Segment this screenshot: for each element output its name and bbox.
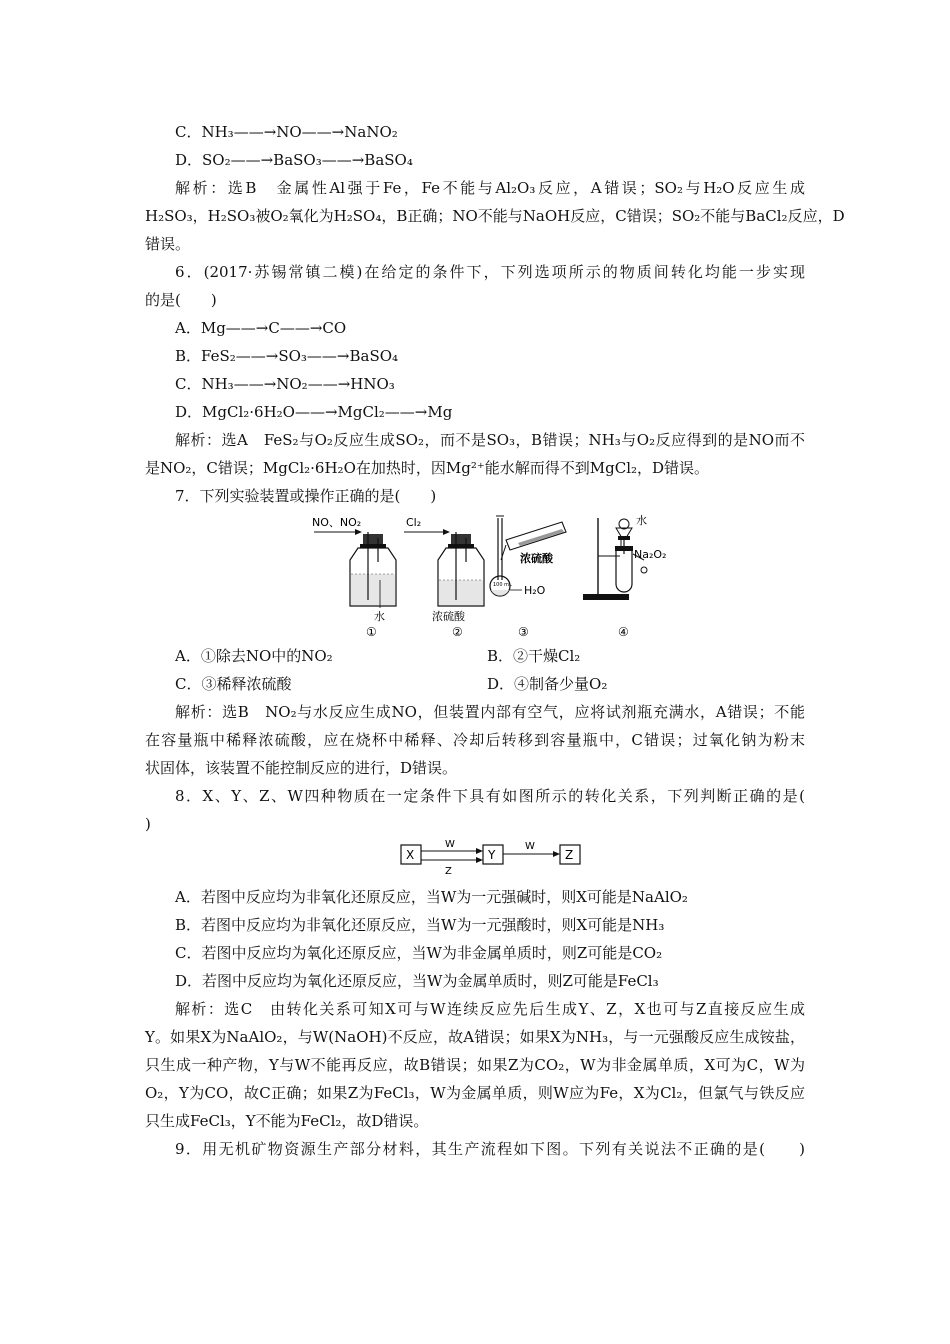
q8-stem-line-2: ): [145, 815, 151, 833]
q8-option-d: D．若图中反应均为氧化还原反应，当W为金属单质时，则Z可能是FeCl₃: [175, 972, 659, 990]
acid-label-2: 浓硫酸: [432, 610, 465, 623]
q6-option-c: C．NH₃——→NO₂——→HNO₃: [175, 375, 395, 393]
q6-option-a: A．Mg——→C——→CO: [175, 319, 347, 337]
q8-analysis-line-3: 只生成一种产物，Y与W不能再反应，故B错误；如果Z为CO₂，W为非金属单质，X可为C，W为: [145, 1056, 805, 1074]
q8-option-a: A．若图中反应均为非氧化还原反应，当W为一元强碱时，则X可能是NaAlO₂: [175, 888, 688, 906]
q8-option-b: B．若图中反应均为非氧化还原反应，当W为一元强酸时，则X可能是NH₃: [175, 916, 665, 934]
acid-label-3: 浓硫酸: [520, 552, 553, 565]
q8-analysis-line-5: 只生成FeCl₃，Y不能为FeCl₂，故D错误。: [145, 1112, 429, 1130]
q6-stem-line-1: 6．(2017·苏锡常镇二模)在给定的条件下，下列选项所示的物质间转化均能一步实现: [175, 263, 805, 281]
q7-option-c: C．③稀释浓硫酸: [175, 675, 292, 693]
q8-analysis-line-2: Y。如果X为NaAlO₂，与W(NaOH)不反应，故A错误；如果X为NH₃，与一元强酸反应生成铵盐，: [145, 1028, 805, 1046]
q5-option-d: D．SO₂——→BaSO₃——→BaSO₄: [175, 151, 413, 169]
q6-option-d: D．MgCl₂·6H₂O——→MgCl₂——→Mg: [175, 403, 453, 421]
q8-stem-line-1: 8．X、Y、Z、W四种物质在一定条件下具有如图所示的转化关系，下列判断正确的是(: [175, 787, 805, 805]
q6-stem-line-2: 的是( ): [145, 291, 217, 309]
water-label: 水: [374, 610, 385, 623]
q6-analysis-line-1: 解析：选A FeS₂与O₂反应生成SO₂，而不是SO₃，B错误；NH₃与O₂反应得到的是NO而不: [175, 431, 805, 449]
q5-analysis-line-1: 解析：选B 金属性Al强于Fe，Fe不能与Al₂O₃反应，A错误；SO₂与H₂O反应生成: [175, 179, 805, 197]
water-h2o-label: H₂O: [524, 584, 546, 597]
q5-option-c: C．NH₃——→NO——→NaNO₂: [175, 123, 398, 141]
volumetric-flask-label: 100 mL: [493, 582, 512, 588]
node-y: Y: [488, 848, 496, 862]
q7-option-d: D．④制备少量O₂: [487, 675, 608, 693]
gas-label-cl2: Cl₂: [406, 516, 422, 529]
q7-option-b: B．②干燥Cl₂: [487, 647, 581, 665]
arrow-label-w1: W: [445, 839, 455, 850]
q6-option-b: B．FeS₂——→SO₃——→BaSO₄: [175, 347, 399, 365]
apparatus-4-number: ④: [618, 625, 629, 639]
apparatus-2-number: ②: [452, 625, 463, 639]
water-label-4: 水: [636, 514, 647, 527]
q9-stem: 9．用无机矿物资源生产部分材料，其生产流程如下图。下列有关说法不正确的是( ): [175, 1140, 805, 1158]
node-x: X: [406, 848, 415, 862]
q8-conversion-diagram: [395, 838, 590, 880]
q5-analysis-line-2: H₂SO₃，H₂SO₃被O₂氧化为H₂SO₄，B正确；NO不能与NaOH反应，C错误；SO₂不能与BaCl₂反应，D: [145, 207, 845, 225]
q7-apparatus-figure: [300, 510, 670, 640]
q7-analysis-line-2: 在容量瓶中稀释浓硫酸，应在烧杯中稀释、冷却后转移到容量瓶中，C错误；过氧化钠为粉末: [145, 731, 805, 749]
apparatus-3-number: ③: [518, 625, 529, 639]
node-z: Z: [565, 848, 574, 862]
q7-analysis-line-1: 解析：选B NO₂与水反应生成NO，但装置内部有空气，应将试剂瓶充满水，A错误；不能: [175, 703, 805, 721]
q7-analysis-line-3: 状固体，该装置不能控制反应的进行，D错误。: [145, 759, 458, 777]
q6-analysis-line-2: 是NO₂，C错误；MgCl₂·6H₂O在加热时，因Mg²⁺能水解而得不到MgCl₂，D错误。: [145, 459, 710, 477]
q7-stem: 7．下列实验装置或操作正确的是( ): [175, 487, 437, 505]
arrow-label-z: Z: [445, 866, 452, 877]
q7-option-a: A．①除去NO中的NO₂: [175, 647, 333, 665]
q8-option-c: C．若图中反应均为氧化还原反应，当W为非金属单质时，则Z可能是CO₂: [175, 944, 663, 962]
apparatus-1-number: ①: [366, 625, 377, 639]
q8-analysis-line-4: O₂，Y为CO，故C正确；如果Z为FeCl₃，W为金属单质，则W应为Fe，X为Cl₂，但氯气与铁反应: [145, 1084, 805, 1102]
arrow-label-w2: W: [525, 841, 535, 852]
q8-analysis-line-1: 解析：选C 由转化关系可知X可与W连续反应先后生成Y、Z，X也可与Z直接反应生成: [175, 1000, 805, 1018]
na2o2-label: Na₂O₂: [634, 548, 667, 561]
q5-analysis-line-3: 错误。: [145, 235, 191, 253]
gas-label-no-no2: NO、NO₂: [312, 516, 362, 529]
